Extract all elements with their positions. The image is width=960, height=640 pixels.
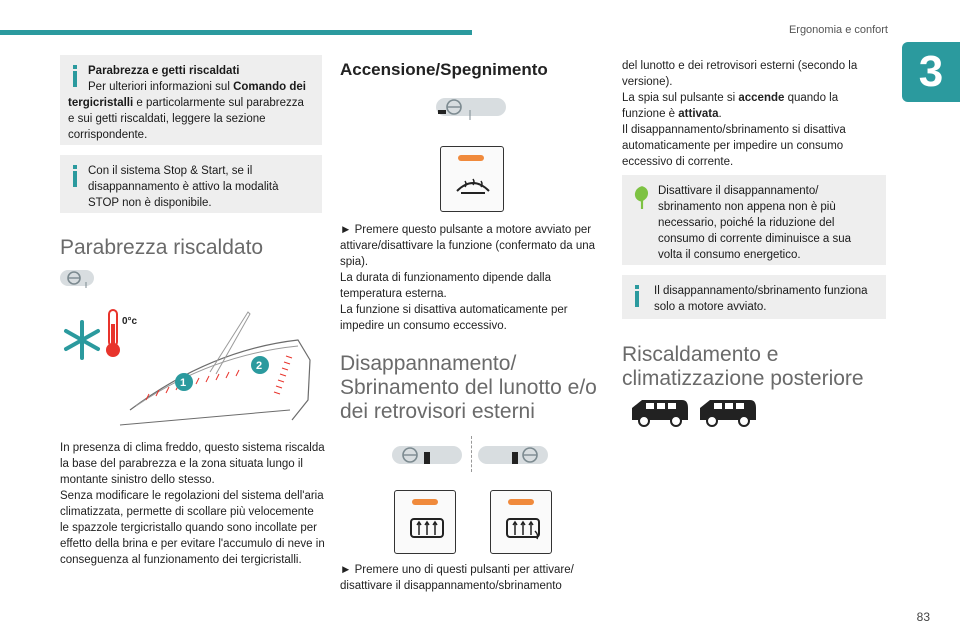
note-text: Il disappannamento/sbrinamento funziona solo a motore avviato.	[654, 285, 868, 313]
divider	[471, 436, 472, 472]
callout-1-label: 1	[180, 377, 187, 389]
info-icon	[72, 65, 78, 87]
steering-wheel-symbol-left	[392, 444, 462, 470]
on-off-body: ► Premere questo pulsante a motore avviato per attivare/disattivare la funzione (confermato da una spia). La durata di funzionamento dipende dalla temperatura esterna. La funzione si disattiva automaticamente per impedire un consumo eccessivo.	[340, 224, 596, 332]
body-p1: del lunotto e dei retrovisori esterni (secondo la versione).	[622, 60, 858, 88]
heated-windscreen-body: In presenza di clima freddo, questo sistema riscalda la base del parabrezza e la zona situata lungo il montante sinistro dello stesso. Senza modificare le regolazioni del sistema dell'aria climatizzata, permette di scollare più velocemente le spazzole tergicristallo quando sono incollate per effetto della brina e per evitare l'accumulo di neve in conseguenza al funzionamento dei tergicristalli.	[60, 442, 325, 566]
body-p2d: attivata	[678, 108, 719, 120]
rear-defrost-mirrors-button[interactable]	[490, 490, 552, 554]
header-section-title: Ergonomia e confort	[788, 24, 888, 36]
note-title: Parabrezza e getti riscaldati	[88, 65, 240, 77]
body-p2c: quando la funzione è	[622, 92, 839, 120]
temperature-label: 0°c	[122, 316, 138, 327]
note-text	[68, 63, 312, 143]
van-silhouette-icon	[630, 398, 690, 428]
chapter-badge: 3	[902, 42, 960, 102]
indicator-led	[508, 499, 534, 505]
section-heading-rear-defrost: Disappannamento/ Sbrinamento del lunotto e/o dei retrovisori esterni	[340, 352, 597, 423]
section-heading-on-off: Accensione/Spegnimento	[340, 60, 548, 79]
heated-windscreen-illustration	[60, 300, 322, 430]
indicator-led	[458, 155, 484, 161]
body-p3: Il disappannamento/sbrinamento si disattiva automaticamente per impedire un consumo eccessivo di corrente.	[622, 124, 846, 168]
windscreen-heat-button[interactable]	[440, 146, 504, 212]
steering-wheel-symbol	[60, 268, 94, 292]
rear-defrost-body-cont	[622, 58, 884, 170]
note-bold: Comando dei tergicristalli	[68, 81, 306, 109]
body-p2a: La spia sul pulsante si	[622, 92, 739, 104]
snowflake-icon	[66, 322, 98, 358]
note-text: Con il sistema Stop & Start, se il disappannamento è attivo la modalità STOP non è disponibile.	[88, 165, 279, 209]
header-accent-bar	[0, 30, 472, 35]
body-p2b: accende	[738, 92, 785, 104]
info-note-engine-running	[622, 275, 886, 319]
section-heading-heated-windscreen: Parabrezza riscaldato	[60, 236, 264, 259]
heated-windscreen-icon	[455, 171, 491, 199]
rear-defrost-body: ► Premere uno di questi pulsanti per attivare/ disattivare il disappannamento/sbrinamento	[340, 564, 574, 592]
eco-leaf-icon	[630, 183, 654, 209]
steering-wheel-symbol	[436, 96, 506, 122]
steering-wheel-symbol-right	[478, 444, 548, 470]
eco-note-text: Disattivare il disappannamento/ sbrinamento non appena non è più necessario, poiché la riduzione del consumo di corrente diminuisce a sua volta il consumo energetico.	[658, 185, 852, 261]
rear-window-defrost-icon	[409, 515, 445, 543]
thermometer-icon	[106, 310, 120, 357]
page-number: 83	[916, 610, 930, 624]
callout-2-label: 2	[256, 360, 263, 372]
note-line: Per ulteriori informazioni sul	[88, 81, 234, 93]
rear-defrost-button[interactable]	[394, 490, 456, 554]
section-heading-rear-climate: Riscaldamento e climatizzazione posteriore	[622, 343, 864, 390]
eco-note	[622, 175, 886, 265]
body-p2e: .	[718, 108, 722, 120]
indicator-led	[412, 499, 438, 505]
info-note-heated-wipers	[60, 55, 322, 145]
info-icon	[634, 285, 640, 307]
info-note-stop-start	[60, 155, 322, 213]
heating-lines	[146, 356, 292, 400]
rear-window-mirror-defrost-icon	[505, 515, 541, 543]
info-icon	[72, 165, 78, 187]
note-rest: e particolarmente sul parabrezza e sui getti riscaldati, leggere la sezione corrispondente.	[68, 97, 304, 141]
van-long-silhouette-icon	[698, 398, 758, 428]
